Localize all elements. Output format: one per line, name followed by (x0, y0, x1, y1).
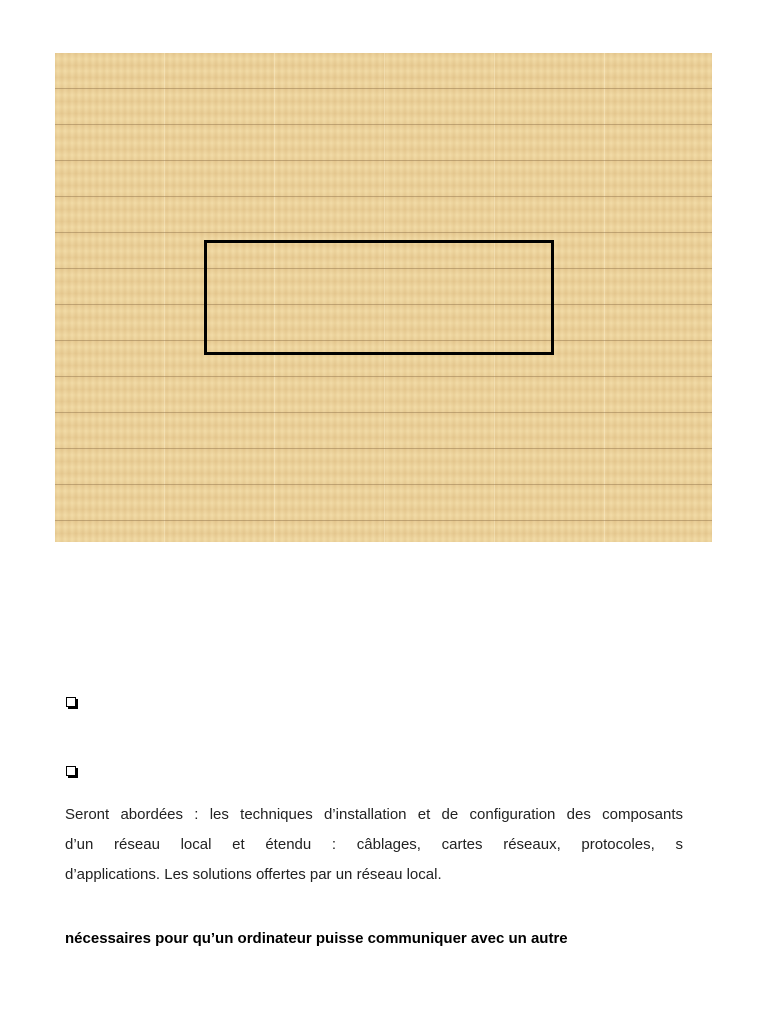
body-paragraph (65, 800, 683, 890)
paragraph-line: d’un réseau local et étendu : câblages, cartes réseaux, protocoles, s (65, 836, 683, 853)
cover-image (55, 53, 712, 542)
checkbox-square-icon (66, 697, 76, 707)
paragraph-line: Seront abordées : les techniques d’installation et de configuration des composants (65, 806, 683, 823)
checkbox-square-icon (66, 766, 76, 776)
paragraph-line: d’applications. Les solutions offertes par un réseau local. (65, 866, 442, 883)
bold-heading-text: nécessaires pour qu’un ordinateur puisse communiquer avec un autre (65, 930, 568, 947)
cover-title-frame (204, 240, 554, 355)
